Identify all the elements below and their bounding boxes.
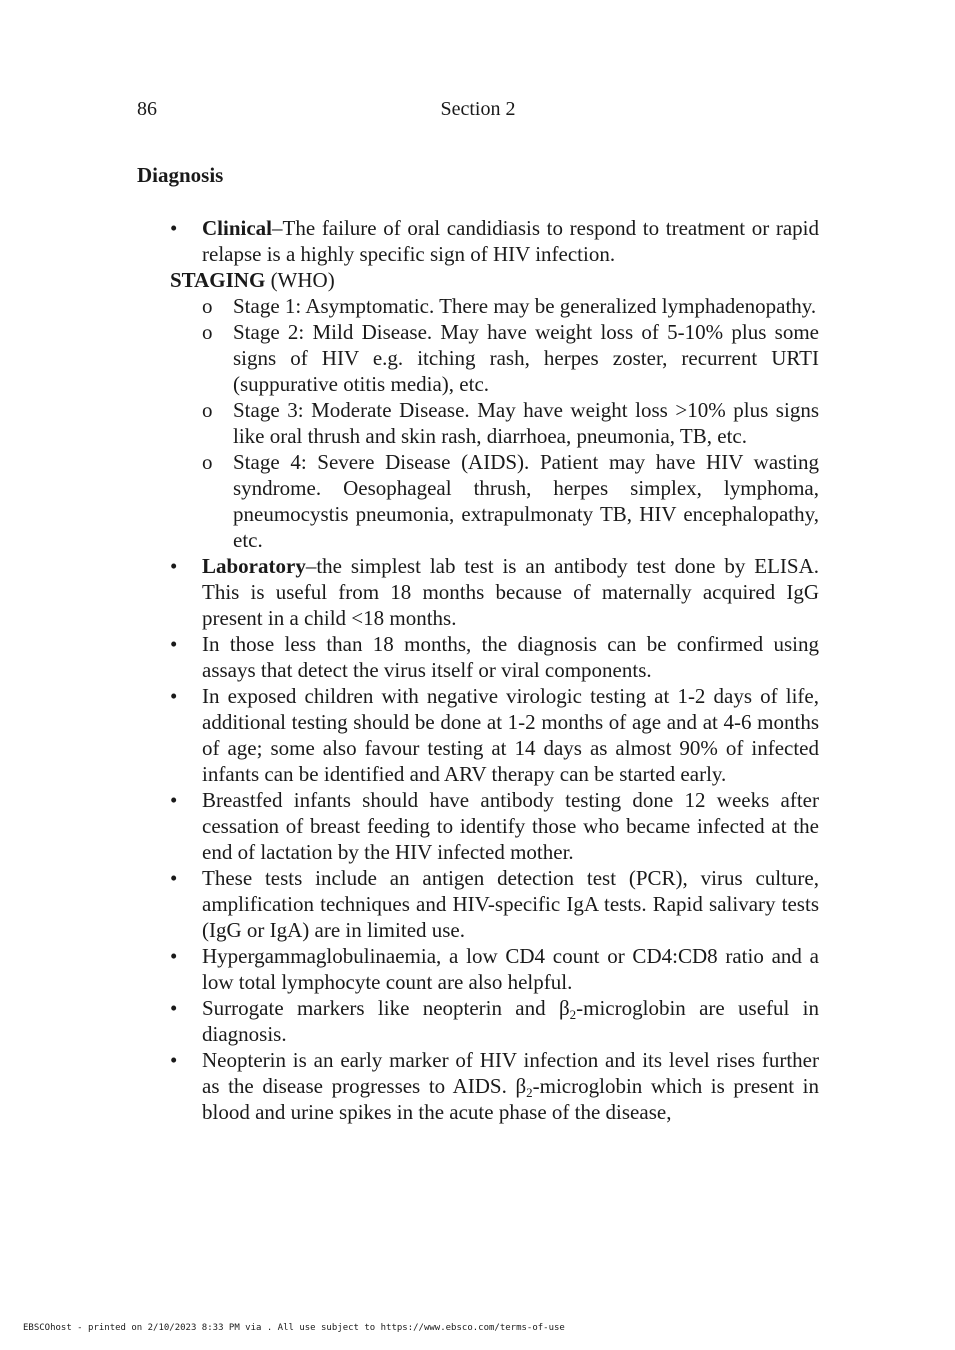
running-header-section: Section 2 bbox=[440, 98, 516, 120]
staging-label: STAGING bbox=[170, 268, 266, 292]
print-footer: EBSCOhost - printed on 2/10/2023 8:33 PM via . All use subject to https://www.ebsco.com/terms-of-use bbox=[23, 1323, 565, 1333]
clinical-text: –The failure of oral candidiasis to respond to treatment or rapid relapse is a highly specific sign of HIV infection. bbox=[202, 216, 819, 266]
staging-heading bbox=[137, 267, 819, 293]
staging-qualifier: (WHO) bbox=[265, 268, 335, 292]
surrogate-text-end: -microglobin are useful in diagnosis. bbox=[202, 996, 820, 1046]
list-item-neopterin bbox=[137, 1047, 819, 1125]
neopterin-text-end: -microglobin which is present in blood and urine spikes in the acute phase of the disease, bbox=[202, 1074, 819, 1124]
diagnosis-content bbox=[137, 215, 819, 1125]
stage-item: o Stage 3: Moderate Disease. May have weight loss >10% plus signs like oral thrush and skin rash, diarrhoea, pneumonia, TB, etc. bbox=[137, 397, 819, 449]
list-item: • Hypergammaglobulinaemia, a low CD4 count or CD4:CD8 ratio and a low total lymphocyte count are also helpful. bbox=[137, 943, 819, 995]
section-heading: Diagnosis bbox=[137, 163, 224, 187]
diagnosis-list-continued bbox=[137, 553, 819, 1125]
laboratory-label: Laboratory bbox=[202, 554, 306, 578]
list-item-laboratory bbox=[137, 553, 819, 631]
list-item-surrogate bbox=[137, 995, 819, 1047]
stage-item: o Stage 4: Severe Disease (AIDS). Patient may have HIV wasting syndrome. Oesophageal thrush, herpes simplex, lymphoma, pneumocystis pneumonia, extrapulmonaty TB, HIV encephalopathy, etc. bbox=[137, 449, 819, 553]
subscript: 2 bbox=[569, 1007, 577, 1022]
staging-list bbox=[137, 293, 819, 553]
clinical-label: Clinical bbox=[202, 216, 273, 240]
list-item-clinical bbox=[137, 215, 819, 267]
list-item: • In exposed children with negative virologic testing at 1-2 days of life, additional testing should be done at 1-2 months of age and at 4-6 months of age; some also favour testing at 14 days as almost 90% of infected infants can be identified and ARV therapy can be started early. bbox=[137, 683, 819, 787]
subscript: 2 bbox=[526, 1085, 533, 1100]
list-item: • These tests include an antigen detection test (PCR), virus culture, amplification techniques and HIV-specific IgA tests. Rapid salivary tests (IgG or IgA) are in limited use. bbox=[137, 865, 819, 943]
neopterin-text-start: Neopterin is an early marker of HIV infection and its level rises further as the disease progresses to AIDS. β bbox=[202, 1048, 819, 1098]
list-item: • Breastfed infants should have antibody testing done 12 weeks after cessation of breast feeding to identify those who became infected at the end of lactation by the HIV infected mother. bbox=[137, 787, 819, 865]
stage-item: o Stage 2: Mild Disease. May have weight loss of 5-10% plus some signs of HIV e.g. itching rash, herpes zoster, recurrent URTI (suppurative otitis media), etc. bbox=[137, 319, 819, 397]
diagnosis-list bbox=[137, 215, 819, 267]
list-item: • In those less than 18 months, the diagnosis can be confirmed using assays that detect the virus itself or viral components. bbox=[137, 631, 819, 683]
page-number: 86 bbox=[137, 98, 157, 120]
stage-item: o Stage 1: Asymptomatic. There may be generalized lymphadenopathy. bbox=[137, 293, 819, 319]
laboratory-text: –the simplest lab test is an antibody test done by ELISA. This is useful from 18 months because of maternally acquired IgG present in a child <18 months. bbox=[202, 554, 819, 630]
surrogate-text-start: Surrogate markers like neopterin and β bbox=[202, 996, 570, 1020]
page-header bbox=[137, 96, 819, 122]
